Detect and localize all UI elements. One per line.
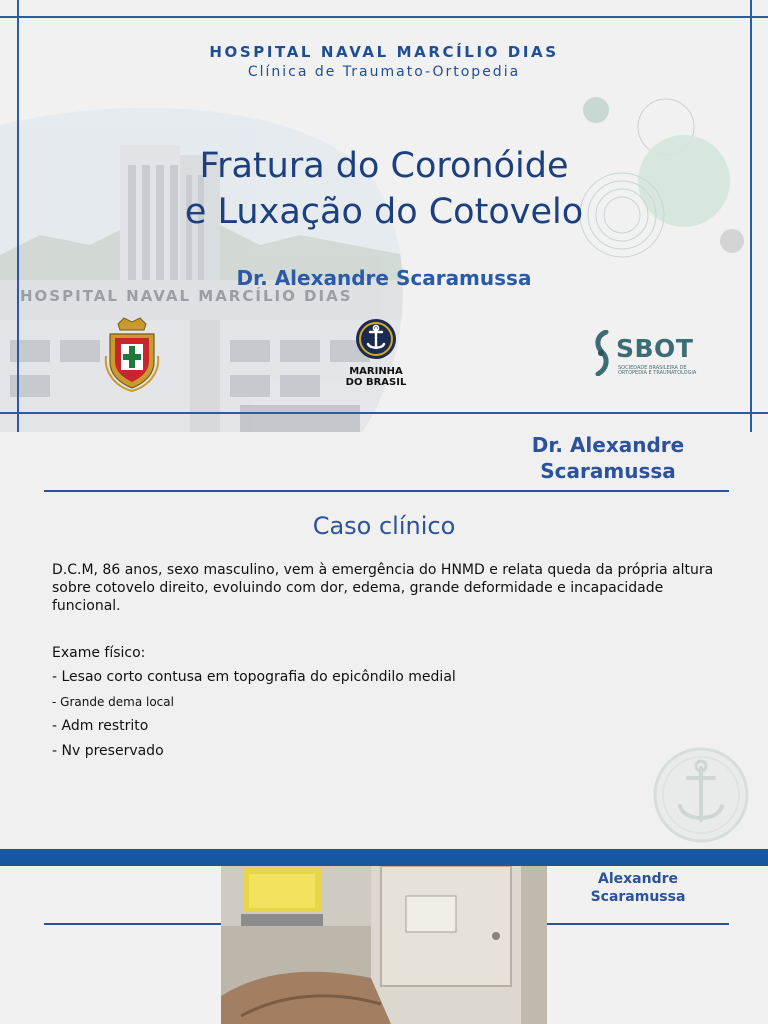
slide-author [548,870,728,906]
exam-item: - Adm restrito [52,718,149,734]
marinha-line-2: DO BRASIL [345,377,407,388]
marinha-line-1: MARINHA [349,366,403,377]
slide-author-line-1: Dr. Alexandre [531,433,685,457]
exam-label: Exame físico: [52,645,146,661]
case-heading: Caso clínico [312,512,456,540]
header-divider-right [546,923,729,925]
anchor-icon [355,318,397,360]
exam-item: - Lesao corto contusa em topografia do epicôndilo medial [52,669,456,685]
slide-author-line-2: Scaramussa [590,889,686,905]
frame-line-top [0,16,768,18]
anchor-watermark-icon [652,746,750,844]
exam-item: - Nv preservado [52,743,164,759]
hospital-name: HOSPITAL NAVAL MARCÍLIO DIAS [209,43,559,61]
title-slide [0,0,768,432]
sbot-subtitle-1: SOCIEDADE BRASILEIRA DE [618,365,687,371]
header-divider [44,490,729,492]
presentation-title [0,143,768,235]
sbot-logo [592,330,702,378]
case-slide [0,432,768,848]
frame-line-bottom [0,412,768,414]
sbot-subtitle-2: ORTOPEDIA E TRAUMATOLOGIA [618,370,697,376]
clinic-name: Clínica de Traumato-Ortopedia [247,64,521,80]
building-sign-text: HOSPITAL NAVAL MARCÍLIO DIAS [20,287,353,305]
slide-author-line-2: Scaramussa [540,459,676,483]
title-line-1: Fratura do Coronóide [199,146,569,186]
photo-slide [0,866,768,1024]
header-divider-left [44,923,222,925]
marinha-logo [343,318,409,396]
title-line-2: e Luxação do Cotovelo [184,192,584,232]
case-description: D.C.M, 86 anos, sexo masculino, vem à emergência do HNMD e relata queda da própria altura sobre cotovelo direito, evoluindo com dor, edema, grande deformidade e incapacidade funcional. [52,562,714,614]
sbot-symbol-icon [592,330,614,376]
author-name: Dr. Alexandre Scaramussa [236,266,532,290]
slide-author-line-1: Alexandre [598,871,678,887]
hospital-crest-icon [104,316,160,392]
slide-separator-band [0,849,768,866]
slide-author [498,432,718,484]
exam-item: - Grande dema local [52,695,174,709]
sbot-name: SBOT [616,334,694,363]
clinical-photo [221,866,547,1024]
